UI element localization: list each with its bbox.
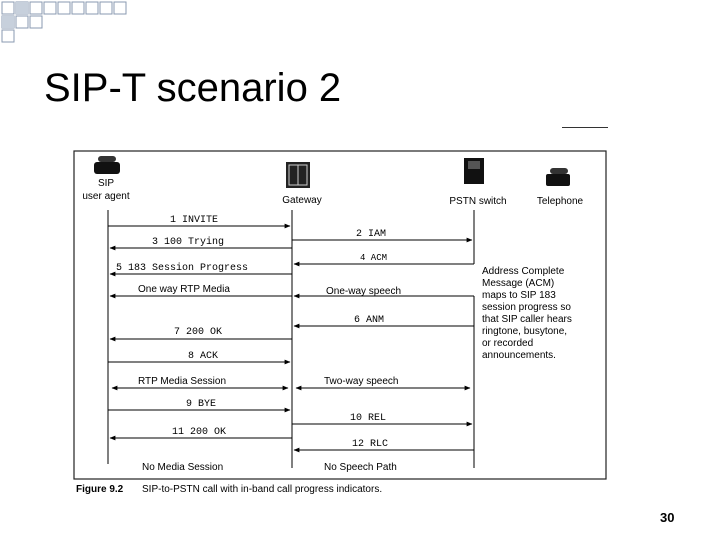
page-number: 30	[660, 510, 675, 525]
msg-rtp-session: RTP Media Session	[138, 376, 227, 387]
msg-no-speech: No Speech Path	[324, 462, 397, 473]
msg-one-way-speech: One-way speech	[326, 286, 402, 297]
msg-bye: 9 BYE	[186, 399, 217, 410]
slide-title: SIP-T scenario 2	[44, 66, 342, 110]
msg-no-media: No Media Session	[142, 462, 224, 473]
msg-200-ok: 7 200 OK	[174, 327, 223, 338]
msg-iam: 2 IAM	[356, 229, 387, 240]
msg-rlc: 12 RLC	[352, 439, 389, 450]
msg-one-way-rtp: One way RTP Media	[138, 284, 230, 295]
msg-anm: 6 ANM	[354, 315, 385, 326]
gateway-cabinet-icon	[286, 162, 310, 188]
msg-ack: 8 ACK	[188, 351, 219, 362]
msg-acm: 4 ACM	[360, 253, 388, 263]
sip-call-flow-diagram	[60, 146, 620, 496]
note-line: Address Complete	[482, 266, 565, 277]
sip-phone-icon	[94, 156, 120, 174]
note-line: or recorded	[482, 338, 534, 349]
telephone-icon	[546, 168, 570, 186]
note-line: ringtone, busytone,	[482, 326, 568, 337]
pstn-switch-icon	[464, 158, 484, 184]
title-rule	[562, 127, 608, 128]
figure-caption-text: SIP-to-PSTN call with in-band call progress indicators.	[142, 484, 383, 495]
msg-200-ok-bye: 11 200 OK	[172, 427, 227, 438]
msg-183: 5 183 Session Progress	[116, 263, 249, 274]
note-line: that SIP caller hears	[482, 314, 572, 325]
msg-100-trying: 3 100 Trying	[152, 237, 225, 248]
entity-telephone-label: Telephone	[536, 196, 584, 207]
msg-rel: 10 REL	[350, 413, 387, 424]
msg-invite: 1 INVITE	[170, 215, 219, 226]
corner-decoration	[0, 0, 130, 44]
note-line: Message (ACM)	[482, 278, 555, 289]
note-line: announcements.	[482, 350, 556, 361]
entity-sip-label-1: SIP	[97, 178, 115, 189]
entity-gateway-label: Gateway	[282, 195, 322, 206]
msg-two-way-speech: Two-way speech	[324, 376, 399, 387]
acm-note	[482, 266, 572, 361]
entity-pstn-switch-label: PSTN switch	[449, 196, 507, 207]
note-line: session progress so	[482, 302, 571, 313]
entity-sip-label-2: user agent	[82, 191, 130, 202]
note-line: maps to SIP 183	[482, 290, 556, 301]
figure-caption-label: Figure 9.2	[76, 484, 124, 495]
